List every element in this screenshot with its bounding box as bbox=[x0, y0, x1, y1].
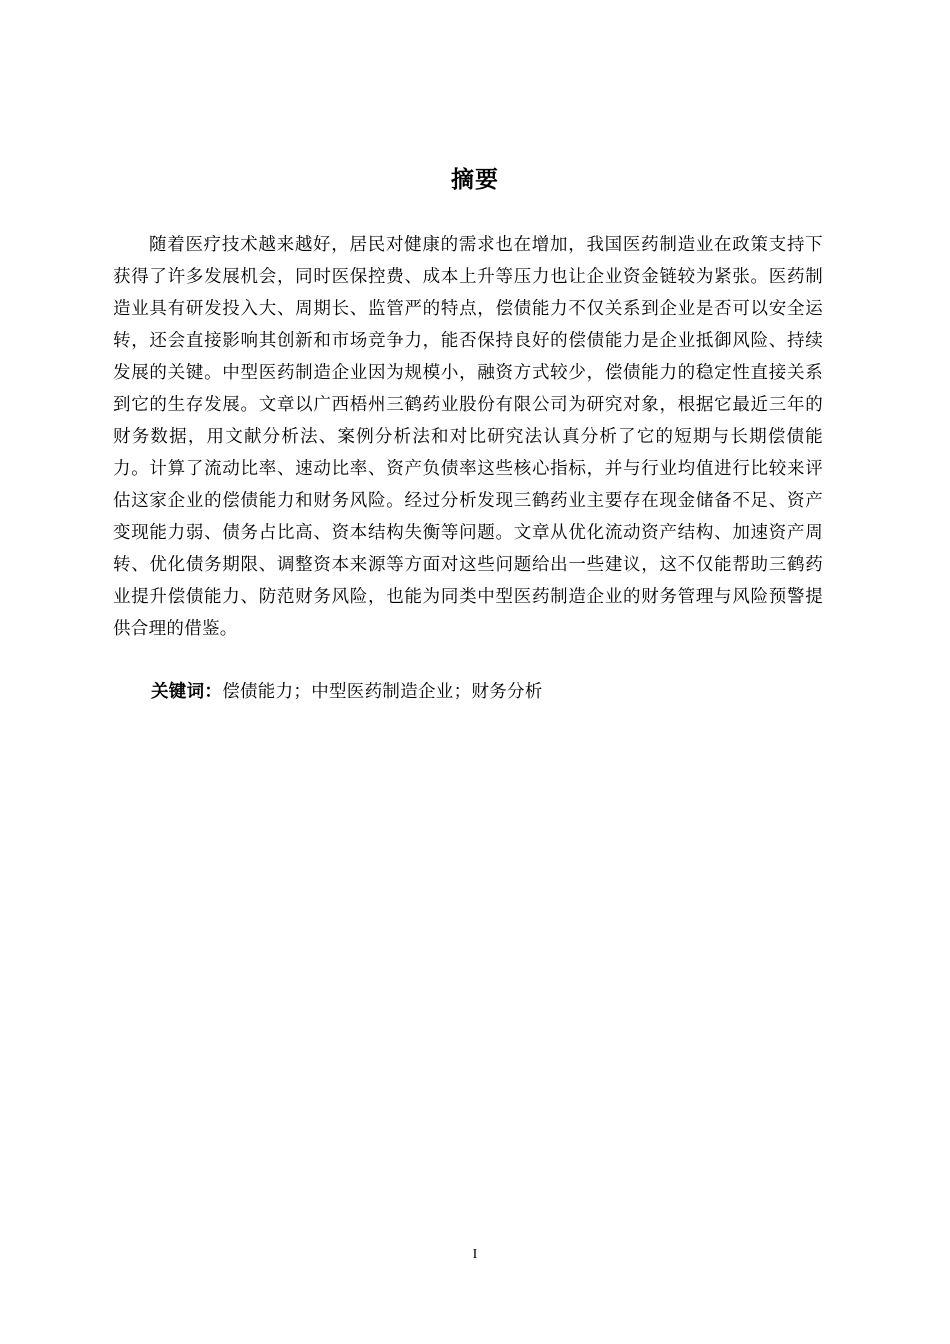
keywords-line bbox=[151, 676, 823, 708]
abstract-paragraph: 随着医疗技术越来越好，居民对健康的需求也在增加，我国医药制造业在政策支持下获得了许多发展机会，同时医保控费、成本上升等压力也让企业资金链较为紧张。医药制造业具有研发投入大、周期长、监管严的特点，偿债能力不仅关系到企业是否可以安全运转，还会直接影响其创新和市场竞争力，能否保持良好的偿债能力是企业抵御风险、持续发展的关键。中型医药制造企业因为规模小，融资方式较少，偿债能力的稳定性直接关系到它的生存发展。文章以广西梧州三鹤药业股份有限公司为研究对象，根据它最近三年的财务数据，用文献分析法、案例分析法和对比研究法认真分析了它的短期与长期偿债能力。计算了流动比率、速动比率、资产负债率这些核心指标，并与行业均值进行比较来评估这家企业的偿债能力和财务风险。经过分析发现三鹤药业主要存在现金储备不足、资产变现能力弱、债务占比高、资本结构失衡等问题。文章从优化流动资产结构、加速资产周转、优化债务期限、调整资本来源等方面对这些问题给出一些建议，这不仅能帮助三鹤药业提升偿债能力、防范财务风险，也能为同类中型医药制造企业的财务管理与风险预警提供合理的借鉴。 bbox=[113, 235, 823, 639]
keywords-text: 偿债能力；中型医药制造企业；财务分析 bbox=[222, 682, 543, 702]
page-number: I bbox=[472, 1247, 478, 1262]
keywords-label: 关键词： bbox=[151, 682, 223, 702]
abstract-title: 摘要 bbox=[451, 167, 499, 193]
